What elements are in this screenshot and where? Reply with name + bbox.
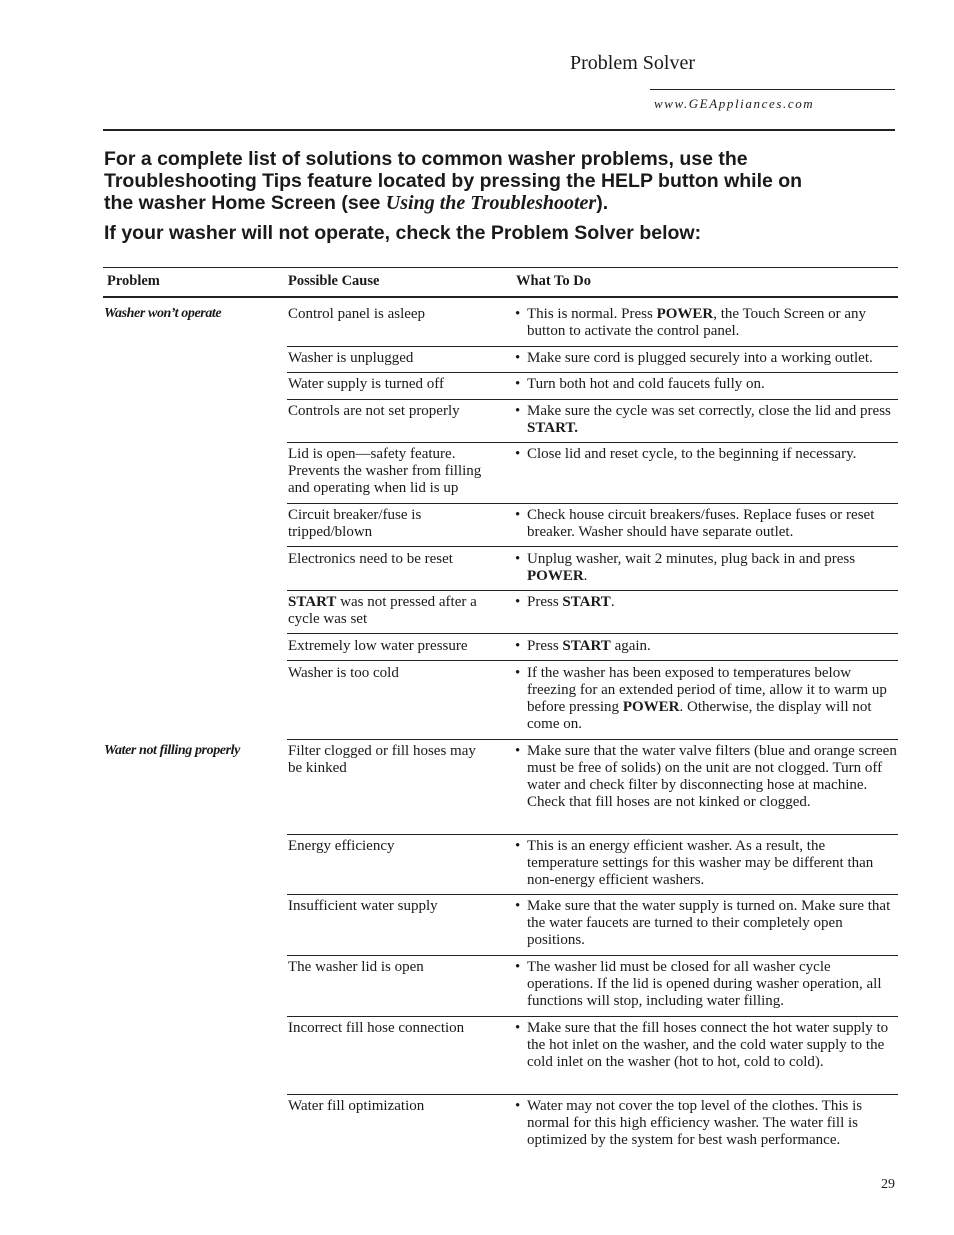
text-segment: If the washer has been exposed to temperatures below freezing for an extended period of time, allow it to warm up before pressing <box>527 665 887 715</box>
bold-keyword: POWER <box>622 699 680 715</box>
what-to-do-cell <box>515 446 898 463</box>
row-divider <box>287 503 898 504</box>
possible-cause-cell <box>288 507 493 541</box>
text-segment: . <box>583 568 588 584</box>
bullet-icon: • <box>515 446 521 462</box>
what-to-do-text <box>515 1098 898 1149</box>
what-to-do-cell <box>515 1098 898 1149</box>
row-divider <box>287 372 898 373</box>
row-divider <box>287 546 898 547</box>
bold-keyword: START <box>288 594 337 610</box>
column-header-cause: Possible Cause <box>288 273 380 289</box>
bullet-icon: • <box>515 743 521 759</box>
text-segment: Make sure cord is plugged securely into a working outlet. <box>527 350 873 366</box>
text-segment: Electronics need to be reset <box>288 551 453 567</box>
text-segment: was not pressed after a cycle was set <box>288 594 477 627</box>
what-to-do-text <box>515 446 898 463</box>
table-top-rule <box>103 267 898 268</box>
table-header-rule <box>103 296 898 298</box>
what-to-do-text <box>515 551 898 585</box>
problem-group-label: Water not filling properly <box>104 743 240 758</box>
text-segment: again. <box>610 638 651 654</box>
text-segment: Filter clogged or fill hoses may be kinked <box>288 743 476 776</box>
text-segment: Insufficient water supply <box>288 898 438 914</box>
row-divider <box>287 1016 898 1017</box>
text-segment: Make sure the cycle was set correctly, close the lid and press <box>527 403 891 419</box>
what-to-do-cell <box>515 306 898 340</box>
header-rule-long <box>103 129 895 131</box>
possible-cause-cell <box>288 838 493 855</box>
what-to-do-text <box>515 959 898 1010</box>
row-divider <box>287 660 898 661</box>
text-segment: , the Touch Screen or any button to activate the control panel. <box>527 306 867 339</box>
column-header-problem: Problem <box>107 273 160 289</box>
bullet-icon: • <box>515 403 521 419</box>
intro-text-a: For a complete list of solutions to common washer problems, use the Troubleshooting Tips feature located by pressing the HELP button while on the washer Home Screen (see <box>104 148 803 214</box>
what-to-do-cell <box>515 638 898 655</box>
row-divider <box>287 442 898 443</box>
intro-subheading: If your washer will not operate, check the Problem Solver below: <box>104 222 702 244</box>
text-segment: Make sure that the water supply is turned on. Make sure that the water faucets are turned to their completely open positions. <box>527 898 891 948</box>
what-to-do-cell <box>515 743 898 811</box>
text-segment: Unplug washer, wait 2 minutes, plug back in and press <box>527 551 856 567</box>
column-header-todo: What To Do <box>516 273 591 289</box>
what-to-do-text <box>515 743 898 811</box>
what-to-do-cell <box>515 376 898 393</box>
row-divider <box>287 399 898 400</box>
what-to-do-cell <box>515 551 898 585</box>
text-segment: The washer lid is open <box>288 959 424 975</box>
text-segment: . <box>610 594 615 610</box>
row-divider <box>287 834 898 835</box>
text-segment: Press <box>527 594 563 610</box>
text-segment: Water may not cover the top level of the clothes. This is normal for this high efficiency washer. The water fill is optimized by the system for best wash performance. <box>527 1098 863 1148</box>
possible-cause-cell <box>288 446 493 497</box>
row-divider <box>287 633 898 634</box>
text-segment: Circuit breaker/fuse is tripped/blown <box>288 507 422 540</box>
what-to-do-text <box>515 898 898 949</box>
possible-cause-cell <box>288 594 493 628</box>
section-title: Problem Solver <box>570 52 695 74</box>
row-divider <box>287 894 898 895</box>
what-to-do-cell <box>515 898 898 949</box>
text-segment: Turn both hot and cold faucets fully on. <box>527 376 765 392</box>
what-to-do-text <box>515 350 898 367</box>
what-to-do-cell <box>515 838 898 889</box>
text-segment: . Otherwise, the display will not come on. <box>527 699 872 732</box>
text-segment: Washer is too cold <box>288 665 399 681</box>
bold-keyword: POWER <box>527 568 584 584</box>
text-segment: Lid is open—safety feature. Prevents the washer from filling and operating when lid is up <box>288 446 482 496</box>
text-segment: Extremely low water pressure <box>288 638 468 654</box>
bold-keyword: START <box>562 594 611 610</box>
problem-group-label: Washer won’t operate <box>104 306 222 321</box>
text-segment: Check house circuit breakers/fuses. Replace fuses or reset breaker. Washer should have separate outlet. <box>527 507 875 540</box>
what-to-do-cell <box>515 403 898 437</box>
intro-text-b: ). <box>596 192 609 214</box>
page-number: 29 <box>881 1177 895 1192</box>
possible-cause-cell <box>288 376 493 393</box>
text-segment: Make sure that the fill hoses connect the hot water supply to the hot inlet on the washer, and the cold water supply to the cold inlet on the washer (hot to hot, cold to cold). <box>527 1020 889 1070</box>
possible-cause-cell <box>288 1020 493 1037</box>
bullet-icon: • <box>515 306 521 322</box>
what-to-do-cell <box>515 959 898 1010</box>
what-to-do-text <box>515 594 898 611</box>
website-url: www.GEAppliances.com <box>654 96 815 111</box>
bullet-icon: • <box>515 638 521 654</box>
what-to-do-cell <box>515 507 898 541</box>
bullet-icon: • <box>515 376 521 392</box>
text-segment: The washer lid must be closed for all washer cycle operations. If the lid is opened during washer operation, all functions will stop, including water filling. <box>527 959 882 1009</box>
what-to-do-text <box>515 306 898 340</box>
bold-keyword: POWER <box>656 306 714 322</box>
intro-paragraph <box>104 148 824 214</box>
bullet-icon: • <box>515 1020 521 1036</box>
what-to-do-cell <box>515 665 898 733</box>
text-segment: Press <box>527 638 563 654</box>
bold-keyword: START <box>562 638 611 654</box>
bullet-icon: • <box>515 507 521 523</box>
what-to-do-text <box>515 838 898 889</box>
row-divider <box>287 590 898 591</box>
text-segment: Washer is unplugged <box>288 350 414 366</box>
what-to-do-cell <box>515 350 898 367</box>
what-to-do-cell <box>515 594 898 611</box>
bullet-icon: • <box>515 551 521 567</box>
possible-cause-cell <box>288 350 493 367</box>
bullet-icon: • <box>515 959 521 975</box>
text-segment: Make sure that the water valve filters (blue and orange screen must be free of solids) on the unit are not clogged. Turn off water and check filter by disconnecting hose at machine. Check that fill hoses are not kinked or clogged. <box>527 743 897 810</box>
row-divider <box>287 346 898 347</box>
text-segment: Energy efficiency <box>288 838 395 854</box>
possible-cause-cell <box>288 665 493 682</box>
possible-cause-cell <box>288 403 493 420</box>
bullet-icon: • <box>515 594 521 610</box>
what-to-do-text <box>515 507 898 541</box>
possible-cause-cell <box>288 1098 493 1115</box>
possible-cause-cell <box>288 551 493 568</box>
bullet-icon: • <box>515 665 521 681</box>
bullet-icon: • <box>515 898 521 914</box>
what-to-do-text <box>515 665 898 733</box>
text-segment: Water supply is turned off <box>288 376 444 392</box>
row-divider <box>287 1094 898 1095</box>
what-to-do-text <box>515 403 898 437</box>
text-segment: Controls are not set properly <box>288 403 460 419</box>
text-segment: Water fill optimization <box>288 1098 425 1114</box>
row-divider <box>287 739 898 740</box>
what-to-do-text <box>515 638 898 655</box>
bullet-icon: • <box>515 1098 521 1114</box>
bullet-icon: • <box>515 838 521 854</box>
possible-cause-cell <box>288 959 493 976</box>
header-rule-short <box>650 89 895 90</box>
possible-cause-cell <box>288 638 493 655</box>
possible-cause-cell <box>288 743 493 777</box>
what-to-do-text <box>515 376 898 393</box>
text-segment: Incorrect fill hose connection <box>288 1020 465 1036</box>
row-divider <box>287 955 898 956</box>
possible-cause-cell <box>288 898 493 915</box>
bold-keyword: START. <box>527 420 579 436</box>
bullet-icon: • <box>515 350 521 366</box>
what-to-do-cell <box>515 1020 898 1071</box>
intro-text-italic: Using the Troubleshooter <box>385 192 597 214</box>
what-to-do-text <box>515 1020 898 1071</box>
text-segment: This is an energy efficient washer. As a result, the temperature settings for this washer may be different than non-energy efficient washers. <box>527 838 874 888</box>
text-segment: Close lid and reset cycle, to the beginning if necessary. <box>527 446 857 462</box>
text-segment: This is normal. Press <box>527 306 657 322</box>
possible-cause-cell <box>288 306 493 323</box>
text-segment: Control panel is asleep <box>288 306 426 322</box>
